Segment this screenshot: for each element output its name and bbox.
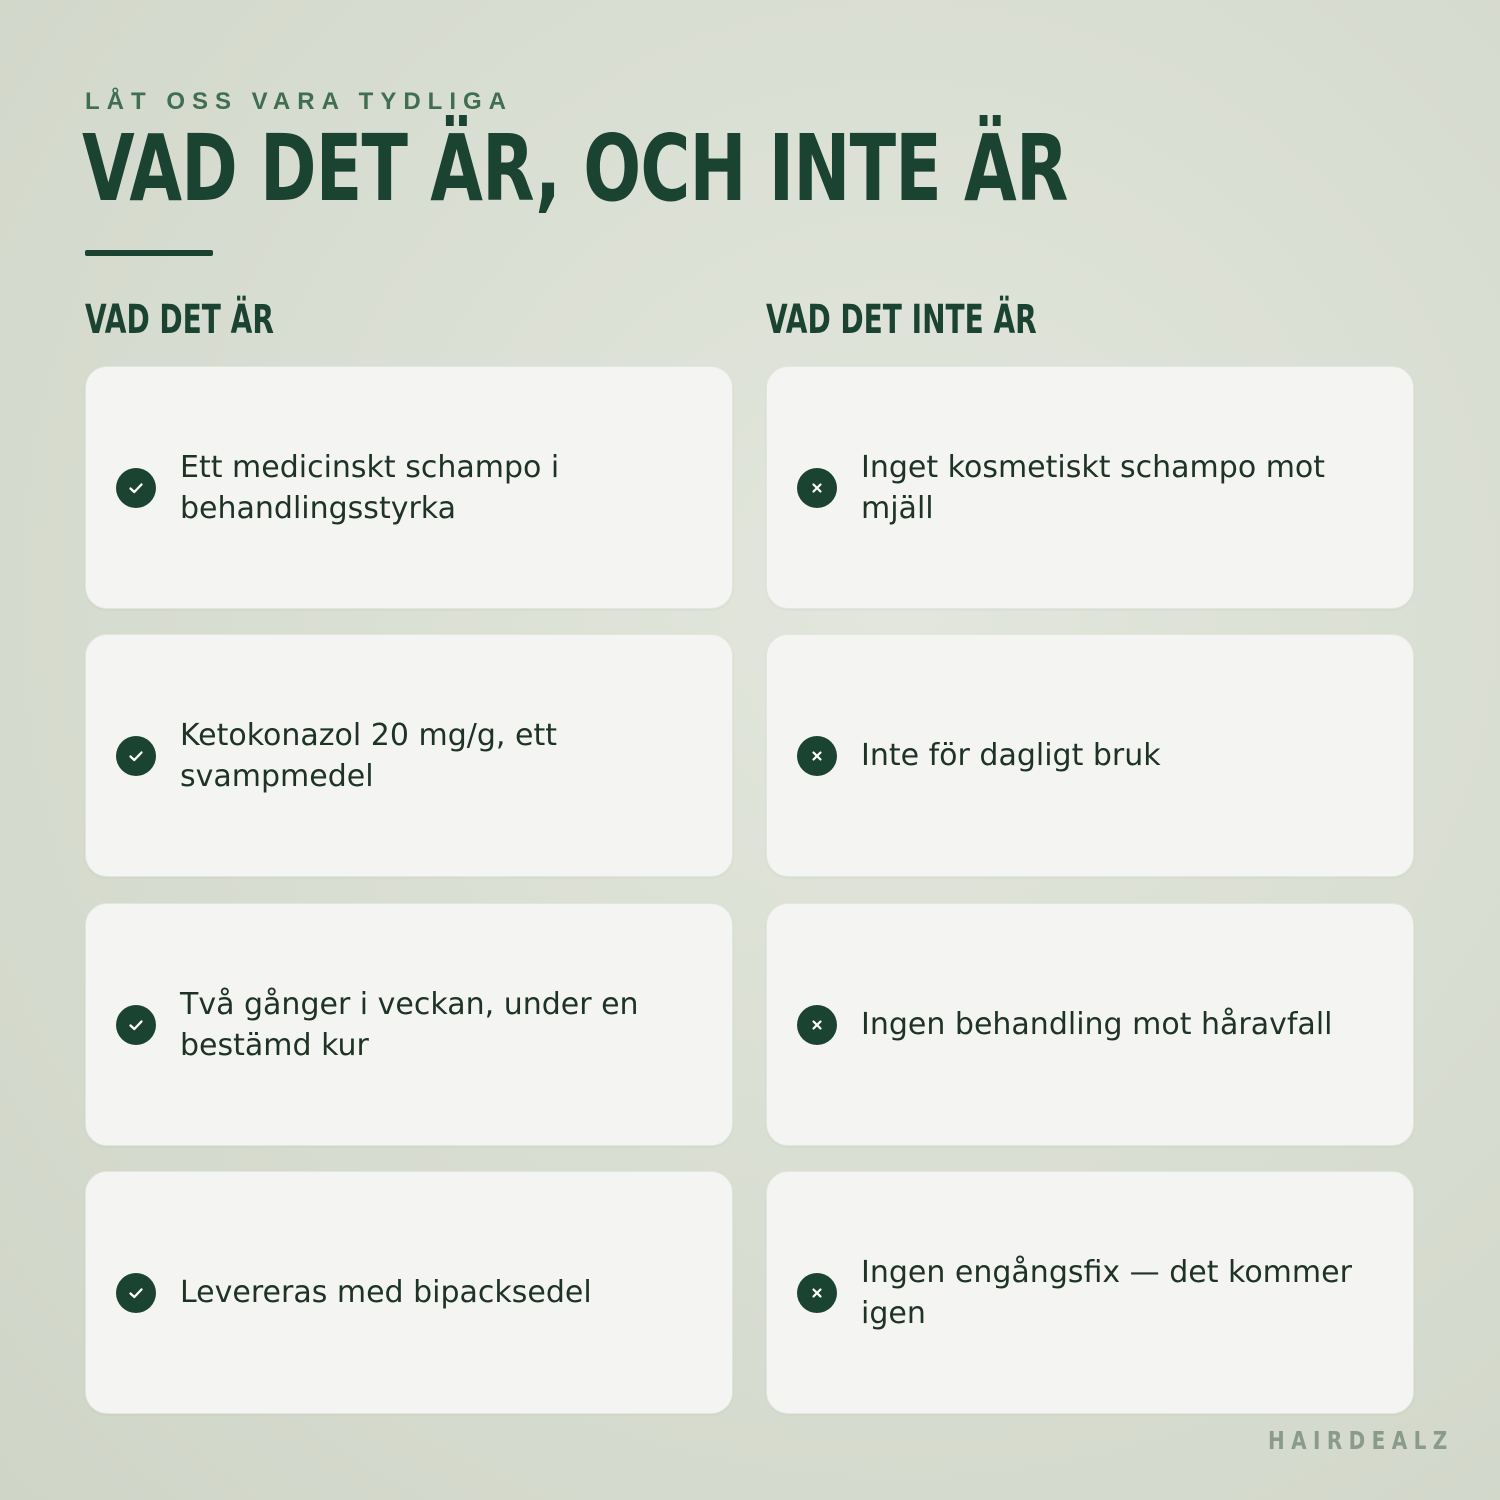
- is-card: [85, 634, 733, 877]
- eyebrow-label: LÅT OSS VARA TYDLIGA: [85, 88, 513, 115]
- is-not-card: [766, 634, 1414, 877]
- check-icon: [116, 1005, 156, 1045]
- is-not-card-text: Ingen engångsfix — det kommer igen: [861, 1254, 1352, 1331]
- is-card-text: Ketokonazol 20 mg/g, ett svampmedel: [180, 717, 557, 794]
- is-not-card: [766, 366, 1414, 609]
- close-icon: [797, 468, 837, 508]
- title-underline: [85, 250, 213, 256]
- is-card-text: Ett medicinskt schampo i behandlingsstyrka: [180, 449, 560, 526]
- column-heading-is-not: VAD DET INTE ÄR: [766, 297, 1037, 343]
- is-not-card-text: Inget kosmetiskt schampo mot mjäll: [861, 449, 1326, 526]
- is-not-card-text: Ingen behandling mot håravfall: [861, 1007, 1333, 1042]
- check-icon: [116, 1273, 156, 1313]
- check-icon: [116, 468, 156, 508]
- is-not-card: [766, 1171, 1414, 1414]
- is-card-text: Två gånger i veckan, under en bestämd kur: [180, 986, 639, 1063]
- brand-wordmark: HAIRDEALZ: [1268, 1426, 1454, 1455]
- is-card: [85, 1171, 733, 1414]
- check-icon: [116, 736, 156, 776]
- is-not-card: [766, 903, 1414, 1146]
- is-not-card-text: Inte för dagligt bruk: [861, 738, 1161, 773]
- close-icon: [797, 736, 837, 776]
- is-card: [85, 366, 733, 609]
- close-icon: [797, 1273, 837, 1313]
- close-icon: [797, 1005, 837, 1045]
- page-title: VAD DET ÄR, OCH INTE ÄR: [82, 115, 1068, 222]
- column-heading-is: VAD DET ÄR: [85, 297, 274, 343]
- is-card: [85, 903, 733, 1146]
- is-card-text: Levereras med bipacksedel: [180, 1275, 592, 1310]
